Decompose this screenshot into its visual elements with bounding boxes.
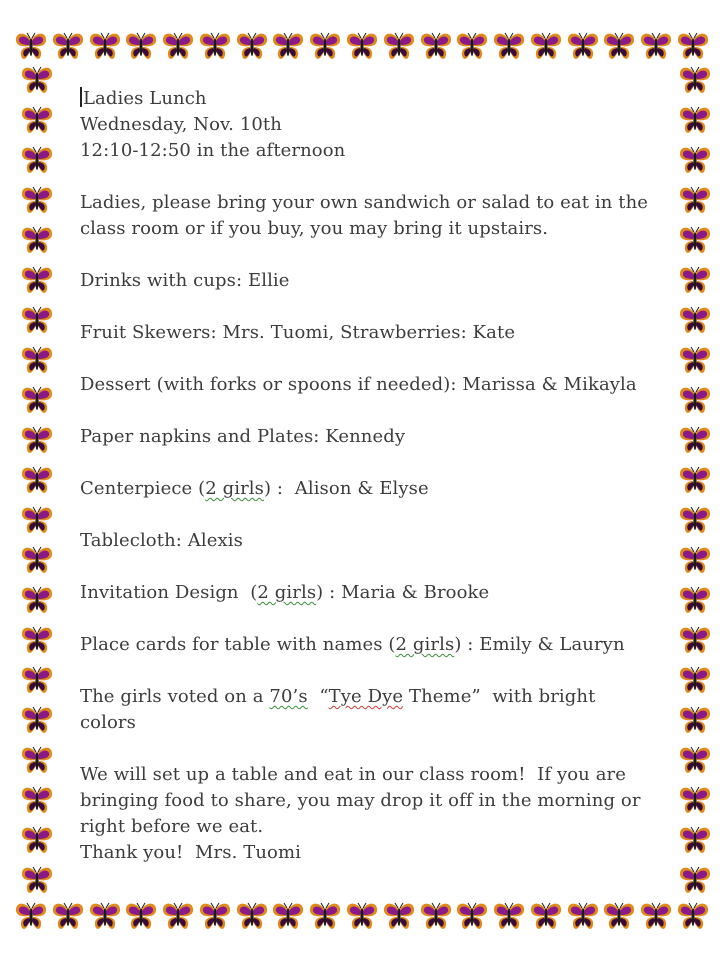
- butterfly-icon: [678, 706, 712, 736]
- butterfly-icon: [678, 186, 712, 216]
- butterfly-icon: [14, 32, 48, 62]
- butterfly-icon: [678, 506, 712, 536]
- butterfly-icon: [602, 902, 636, 932]
- butterfly-icon: [20, 186, 54, 216]
- fruit-line: Fruit Skewers: Mrs. Tuomi, Strawberries: Kate: [80, 322, 516, 343]
- butterfly-icon: [455, 902, 489, 932]
- butterfly-icon: [88, 32, 122, 62]
- butterfly-icon: [271, 32, 305, 62]
- butterfly-icon: [20, 346, 54, 376]
- butterfly-icon: [455, 32, 489, 62]
- butterfly-icon: [124, 902, 158, 932]
- butterfly-icon: [271, 902, 305, 932]
- butterfly-icon: [20, 826, 54, 856]
- grammar-squiggle: 2 girls: [395, 634, 455, 655]
- text-cursor: [80, 87, 82, 107]
- grammar-squiggle: 2 girls: [205, 478, 264, 499]
- closing-paragraph: We will set up a table and eat in our class room! If you are bringing food to share, you may drop it off in the morning or right before we eat.: [80, 764, 647, 837]
- placecards-line: Place cards for table with names (2 girls) : Emily & Lauryn: [80, 634, 625, 655]
- butterfly-icon: [678, 226, 712, 256]
- butterfly-icon: [382, 902, 416, 932]
- butterfly-icon: [20, 706, 54, 736]
- spelling-squiggle: Tye Dye: [328, 686, 404, 707]
- butterfly-icon: [678, 346, 712, 376]
- border-right: [676, 66, 714, 896]
- butterfly-icon: [20, 586, 54, 616]
- intro-paragraph: Ladies, please bring your own sandwich or salad to eat in the class room or if you buy, you may bring it upstairs.: [80, 192, 654, 239]
- butterfly-icon: [678, 386, 712, 416]
- butterfly-icon: [308, 32, 342, 62]
- butterfly-icon: [161, 32, 195, 62]
- border-top: [14, 28, 710, 66]
- letter-date: Wednesday, Nov. 10th: [80, 114, 282, 135]
- butterfly-icon: [20, 106, 54, 136]
- napkins-line: Paper napkins and Plates: Kennedy: [80, 426, 406, 447]
- butterfly-icon: [678, 106, 712, 136]
- butterfly-icon: [492, 32, 526, 62]
- butterfly-icon: [678, 426, 712, 456]
- butterfly-icon: [529, 32, 563, 62]
- butterfly-icon: [678, 746, 712, 776]
- butterfly-icon: [20, 146, 54, 176]
- centerpiece-line: Centerpiece (2 girls) : Alison & Elyse: [80, 478, 429, 499]
- butterfly-icon: [382, 32, 416, 62]
- butterfly-icon: [51, 902, 85, 932]
- butterfly-icon: [639, 902, 673, 932]
- butterfly-icon: [678, 266, 712, 296]
- butterfly-icon: [20, 66, 54, 96]
- letter-time: 12:10-12:50 in the afternoon: [80, 140, 346, 161]
- butterfly-icon: [678, 546, 712, 576]
- grammar-squiggle: 2 girls: [257, 582, 317, 603]
- butterfly-icon: [235, 902, 269, 932]
- butterfly-icon: [20, 626, 54, 656]
- butterfly-icon: [529, 902, 563, 932]
- butterfly-icon: [678, 586, 712, 616]
- butterfly-icon: [51, 32, 85, 62]
- dessert-line: Dessert (with forks or spoons if needed): Marissa & Mikayla: [80, 374, 637, 395]
- letter-title: Ladies Lunch: [80, 86, 652, 112]
- butterfly-icon: [345, 32, 379, 62]
- butterfly-icon: [566, 902, 600, 932]
- letter-body[interactable]: [80, 86, 652, 866]
- butterfly-icon: [566, 32, 600, 62]
- butterfly-icon: [20, 786, 54, 816]
- butterfly-icon: [124, 32, 158, 62]
- butterfly-icon: [20, 226, 54, 256]
- butterfly-icon: [20, 266, 54, 296]
- butterfly-icon: [20, 506, 54, 536]
- tablecloth-line: Tablecloth: Alexis: [80, 530, 243, 551]
- butterfly-icon: [492, 902, 526, 932]
- butterfly-icon: [676, 32, 710, 62]
- butterfly-icon: [20, 466, 54, 496]
- butterfly-icon: [678, 306, 712, 336]
- butterfly-icon: [678, 66, 712, 96]
- grammar-squiggle: 70’s: [269, 686, 308, 707]
- butterfly-icon: [161, 902, 195, 932]
- butterfly-icon: [678, 146, 712, 176]
- butterfly-icon: [20, 746, 54, 776]
- border-left: [18, 66, 56, 896]
- butterfly-icon: [20, 546, 54, 576]
- butterfly-icon: [198, 902, 232, 932]
- butterfly-icon: [20, 426, 54, 456]
- butterfly-icon: [678, 626, 712, 656]
- butterfly-icon: [88, 902, 122, 932]
- theme-line: The girls voted on a 70’s “Tye Dye Theme” with bright colors: [80, 686, 602, 733]
- butterfly-icon: [678, 866, 712, 896]
- butterfly-icon: [345, 902, 379, 932]
- butterfly-icon: [639, 32, 673, 62]
- butterfly-icon: [20, 666, 54, 696]
- butterfly-icon: [20, 866, 54, 896]
- butterfly-icon: [419, 32, 453, 62]
- butterfly-icon: [602, 32, 636, 62]
- butterfly-icon: [678, 786, 712, 816]
- butterfly-icon: [678, 826, 712, 856]
- butterfly-icon: [198, 32, 232, 62]
- border-bottom: [14, 898, 710, 936]
- butterfly-icon: [20, 386, 54, 416]
- butterfly-icon: [14, 902, 48, 932]
- invitation-line: Invitation Design (2 girls) : Maria & Brooke: [80, 582, 490, 603]
- butterfly-icon: [678, 466, 712, 496]
- drinks-line: Drinks with cups: Ellie: [80, 270, 290, 291]
- signoff: Thank you! Mrs. Tuomi: [80, 842, 302, 863]
- butterfly-icon: [308, 902, 342, 932]
- butterfly-icon: [419, 902, 453, 932]
- butterfly-icon: [676, 902, 710, 932]
- butterfly-icon: [235, 32, 269, 62]
- butterfly-icon: [20, 306, 54, 336]
- butterfly-icon: [678, 666, 712, 696]
